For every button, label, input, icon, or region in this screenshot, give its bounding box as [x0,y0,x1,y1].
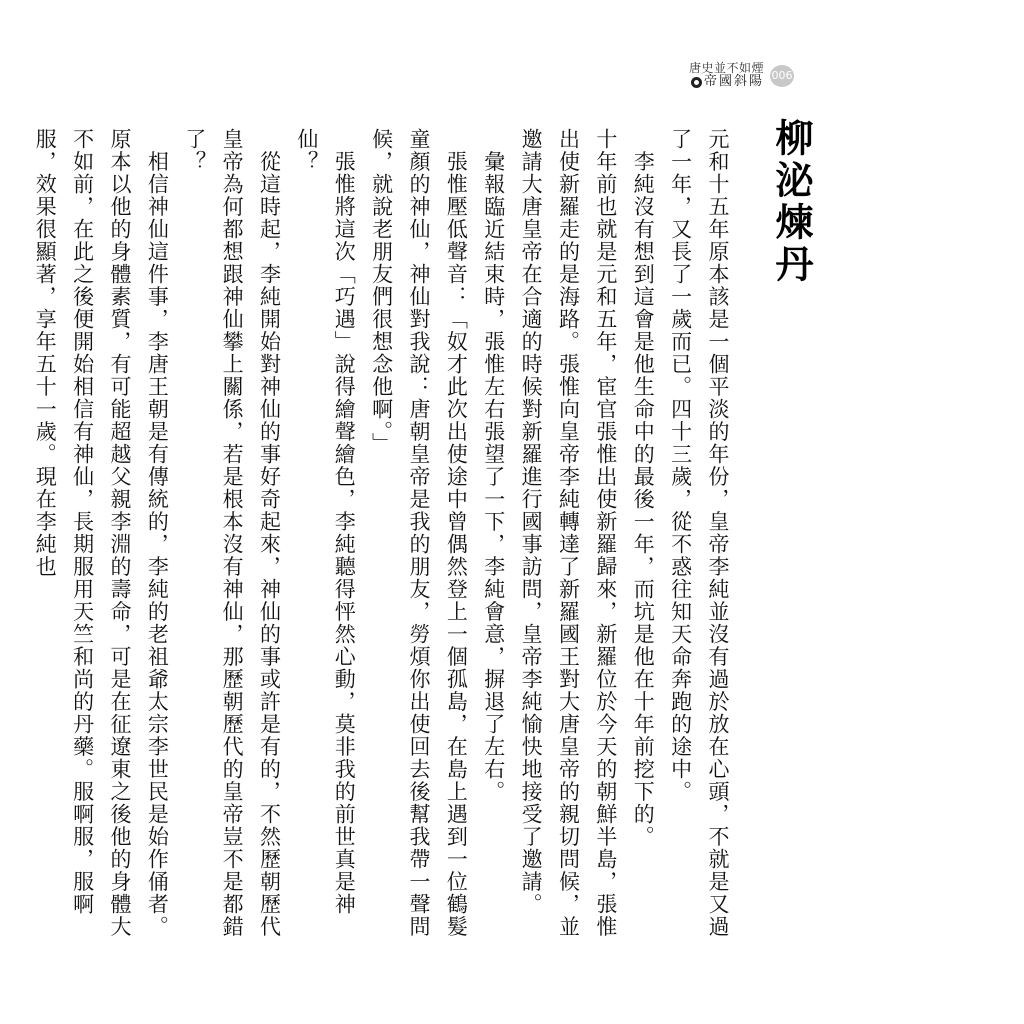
paragraph: 張惟壓低聲音：「奴才此次出使途中曾偶然登上一個孤島，在島上遇到一位鶴髮童顏的神仙，神仙對我說：唐朝皇帝是我的朋友，勞煩你出使回去後幫我帶一聲問候，就說老朋友們很想念他啊。」 [369,128,469,938]
header-subtitle-row [691,75,764,89]
paragraph: 李純沒有想到這會是他生命中的最後一年，而坑是他在十年前挖下的。 [631,128,656,848]
page-number: 006 [770,65,794,87]
header-book-title: 唐史並不如煙 [688,61,764,75]
header-subtitle: 帝國斜陽 [703,74,764,90]
paragraph: 張惟將這次「巧遇」說得繪聲繪色，李純聽得怦然心動，莫非我的前世真是神仙？ [294,128,357,916]
chapter-title: 柳泌煉丹 [769,118,814,286]
running-header [689,62,794,89]
paragraph: 元和十五年原本該是一個平淡的年份，皇帝李純並沒有過於放在心頭，不就是又過了一年，又長了一歲而已。四十三歲，從不惑往知天命奔跑的途中。 [668,128,730,938]
series-mark-icon [691,77,702,88]
paragraph: 十年前也就是元和五年，宦官張惟出使新羅歸來，新羅位於今天的朝鮮半島，張惟出使新羅走的是海路。張惟向皇帝李純轉達了新羅國王對大唐皇帝的親切問候，並邀請大唐皇帝在合適的時候對新羅進行國事訪問，皇帝李純愉快地接受了邀請。 [519,128,618,938]
paragraph: 從這時起，李純開始對神仙的事好奇起來，神仙的事或許是有的，不然歷朝歷代皇帝為何都想跟神仙攀上關係，若是根本沒有神仙，那歷朝歷代的皇帝豈不是都錯了？ [182,128,282,938]
paragraph: 相信神仙這件事，李唐王朝是有傳統的，李純的老祖爺太宗李世民是始作俑者。原本以他的身體素質，有可能超越父親李淵的壽命，可是在征遼東之後他的身體大不如前，在此之後便開始相信有神仙，長期服用天竺和尚的丹藥。服啊服，服啊服，效果很顯著，享年五十一歲。現在李純也 [33,128,170,938]
header-text [689,62,764,89]
paragraph: 彙報臨近結束時，張惟左右張望了一下，李純會意，摒退了左右。 [481,128,506,803]
body-text [33,128,736,946]
